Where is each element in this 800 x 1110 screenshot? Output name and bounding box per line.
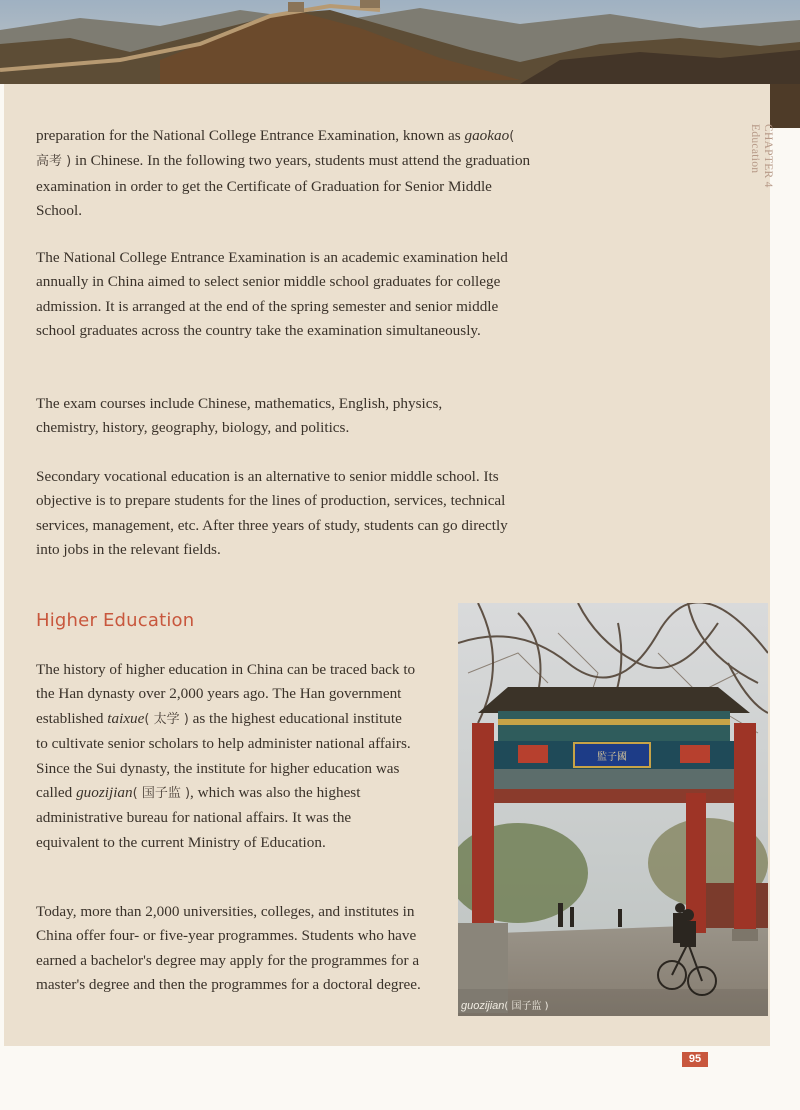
photo-caption	[461, 997, 549, 1012]
term-taixue-zh: ( 太学 )	[144, 711, 189, 727]
paragraph-exam-courses	[36, 392, 506, 441]
caption-term: guozijian	[461, 1000, 505, 1012]
paragraph-today	[36, 900, 421, 998]
p5-a: The history of higher education in China can be traced back to the Han dynasty over 2,000 years ago. The Han government established	[36, 661, 416, 727]
p5-c: , which was also the highest administrative bureau for national affairs. It was the equivalent to the current Ministry of Education.	[36, 784, 361, 851]
header-landscape-image	[0, 0, 800, 84]
guozijian-photo	[458, 603, 768, 1016]
p5-b: as the highest educational institute to cultivate senior scholars to help administer national affairs. Since the Sui dynasty, the institute for higher education was called	[36, 709, 411, 802]
term-gaokao-zh: ( 高考 )	[36, 129, 515, 170]
term-guozijian-zh: ( 国子监 )	[132, 786, 191, 802]
p4-text: Secondary vocational education is an alternative to senior middle school. Its objective is to prepare students for the lines of production, services, technical services, management, etc. After three years of study, students can go directly into jobs in the relevant fields.	[36, 468, 508, 559]
side-strip	[770, 84, 800, 128]
section-heading: Higher Education	[36, 610, 195, 631]
paragraph-gaokao	[36, 124, 531, 224]
p3-text: The exam courses include Chinese, mathematics, English, physics, chemistry, history, geography, biology, and politics.	[36, 395, 443, 437]
paragraph-entrance-exam	[36, 246, 526, 344]
p2-text: The National College Entrance Examination is an academic examination held annually in China aimed to select senior middle school graduates for college admission. It is arranged at the end of the spring semester and senior middle school graduates across the country take the examination simultaneously.	[36, 249, 508, 340]
p1-after: in Chinese. In the following two years, students must attend the graduation examination in order to get the Certificate of Graduation for Senior Middle School.	[36, 152, 531, 220]
term-gaokao: gaokao	[464, 127, 510, 144]
chapter-label	[730, 124, 774, 194]
p1-before: preparation for the National College Entrance Examination, known as	[36, 127, 465, 144]
term-guozijian: guozijian	[76, 784, 133, 802]
chapter-section: Education	[749, 124, 761, 174]
caption-term-zh: ( 国子监 )	[504, 1001, 549, 1012]
term-taixue: taixue	[107, 709, 145, 727]
page-number: 95	[682, 1052, 708, 1067]
paragraph-vocational	[36, 465, 526, 563]
p6-text: Today, more than 2,000 universities, colleges, and institutes in China offer four- or five-year programmes. Students who have earned a bachelor's degree may apply for the programmes for a master's degree and then the programmes for a doctoral degree.	[36, 903, 421, 994]
chapter-number: CHAPTER 4	[762, 124, 774, 188]
gate-plaque-text: 監子國	[597, 752, 627, 763]
paragraph-higher-history	[36, 658, 416, 855]
